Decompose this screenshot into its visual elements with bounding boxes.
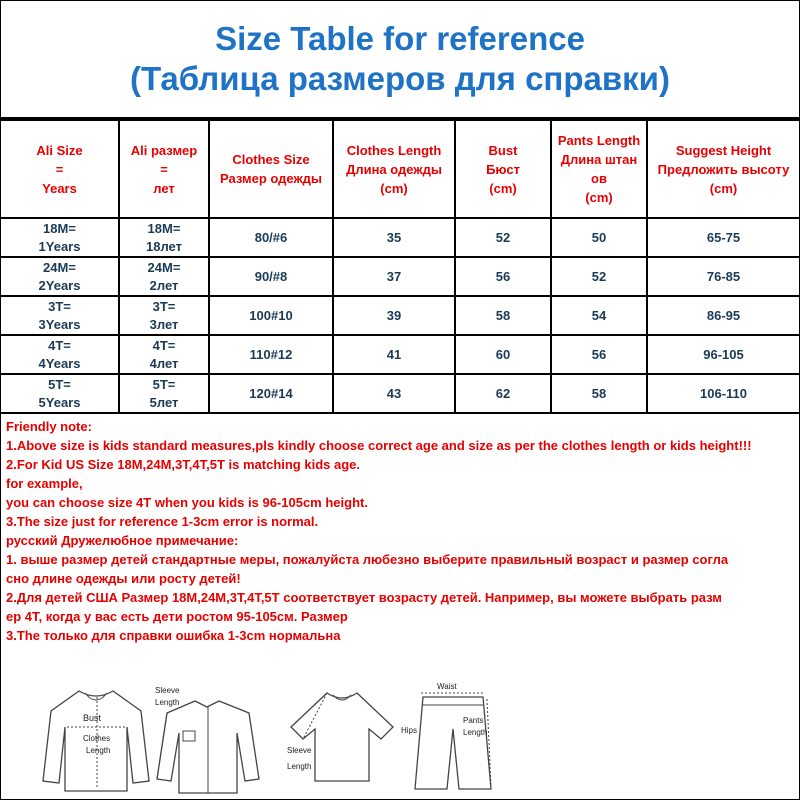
note-line: for example, [6,476,83,491]
table-row [1,257,799,296]
header-clothes-length: Clothes Length Длина одежды (cm) [333,120,455,218]
cell-ali-size: 4T= 4Years [1,335,119,374]
cell-clothes-size: 90/#8 [209,257,333,296]
table-row [1,218,799,257]
cell-pants-length: 58 [551,374,647,413]
note-line: 2.For Kid US Size 18M,24M,3T,4T,5T is matching kids age. [6,457,360,472]
cell-bust: 52 [455,218,551,257]
note-line: 1.Above size is kids standard measures,pls kindly choose correct age and size as per the clothes length or kids height!!! [6,438,752,453]
table-header-row [1,120,799,218]
page-header [1,1,799,119]
cell-height: 106-110 [647,374,799,413]
waist-label: Waist [437,682,457,691]
measurement-diagrams [41,679,761,797]
shirt-sleeve-diagram [153,683,263,799]
cell-clothes-size: 120#14 [209,374,333,413]
friendly-notes [1,414,799,645]
length-label: Length [86,746,111,755]
header-bust: Bust Бюст (cm) [455,120,551,218]
shirt-bust-diagram [41,683,151,799]
cell-clothes-length: 43 [333,374,455,413]
cell-height: 76-85 [647,257,799,296]
cell-ali-size: 18M= 1Years [1,218,119,257]
cell-ali-size-ru: 4T= 4лет [119,335,209,374]
cell-clothes-size: 100#10 [209,296,333,335]
cell-ali-size: 3T= 3Years [1,296,119,335]
cell-ali-size-ru: 3T= 3лет [119,296,209,335]
cell-height: 86-95 [647,296,799,335]
note-line: Friendly note: [6,419,92,434]
cell-pants-length: 50 [551,218,647,257]
header-clothes-size: Clothes Size Размер одежды [209,120,333,218]
cell-pants-length: 56 [551,335,647,374]
clothes-label: Clothes [83,734,111,743]
hips-label: Hips [401,726,418,735]
cell-height: 96-105 [647,335,799,374]
pants-label: Pants [463,716,484,725]
cell-bust: 60 [455,335,551,374]
note-line: 2.Для детей США Размер 18M,24M,3T,4T,5T соответствует возрасту детей. Например, вы можете выбрать разм [6,590,722,605]
table-row [1,335,799,374]
title-russian: (Таблица размеров для справки) [130,60,670,97]
header-suggest-height: Suggest Height Предложить высоту (cm) [647,120,799,218]
cell-bust: 58 [455,296,551,335]
raglan-sleeve-label: Sleeve [287,746,312,755]
raglan-sleeve-diagram [277,683,407,799]
cell-clothes-length: 41 [333,335,455,374]
bust-label: Bust [83,713,102,723]
cell-height: 65-75 [647,218,799,257]
note-line: 3.The size just for reference 1-3cm error is normal. [6,514,319,529]
note-line: you can choose size 4T when you kids is 96-105cm height. [6,495,368,510]
note-line: ер 4T, когда у вас есть дети ростом 95-105см. Размер [6,609,348,624]
cell-pants-length: 54 [551,296,647,335]
cell-ali-size: 24M= 2Years [1,257,119,296]
cell-ali-size: 5T= 5Years [1,374,119,413]
cell-clothes-length: 39 [333,296,455,335]
note-line: русский Дружелюбное примечание: [6,533,239,548]
header-pants-length: Pants Length Длина штан ов (cm) [551,120,647,218]
raglan-length-label: Length [287,762,312,771]
note-line: 3.The только для справки ошибка 1-3cm нормальна [6,628,341,643]
pants-diagram [399,679,509,795]
cell-ali-size-ru: 18M= 18лет [119,218,209,257]
table-row [1,374,799,413]
pants-length-label: Length [463,728,488,737]
table-row [1,296,799,335]
header-ali-size: Ali Size = Years [1,120,119,218]
header-ali-size-ru: Ali размер = лет [119,120,209,218]
cell-bust: 62 [455,374,551,413]
title-english: Size Table for reference [215,20,585,57]
cell-pants-length: 52 [551,257,647,296]
cell-clothes-size: 110#12 [209,335,333,374]
cell-clothes-size: 80/#6 [209,218,333,257]
size-table [1,119,799,414]
cell-ali-size-ru: 24M= 2лет [119,257,209,296]
sleeve-length-label: Length [155,698,180,707]
cell-ali-size-ru: 5T= 5лет [119,374,209,413]
note-line: 1. выше размер детей стандартные меры, пожалуйста любезно выберите правильный возраст и размер согла [6,552,729,567]
note-line: сно длине одежды или росту детей! [6,571,241,586]
cell-clothes-length: 35 [333,218,455,257]
sleeve-label: Sleeve [155,686,180,695]
cell-bust: 56 [455,257,551,296]
cell-clothes-length: 37 [333,257,455,296]
